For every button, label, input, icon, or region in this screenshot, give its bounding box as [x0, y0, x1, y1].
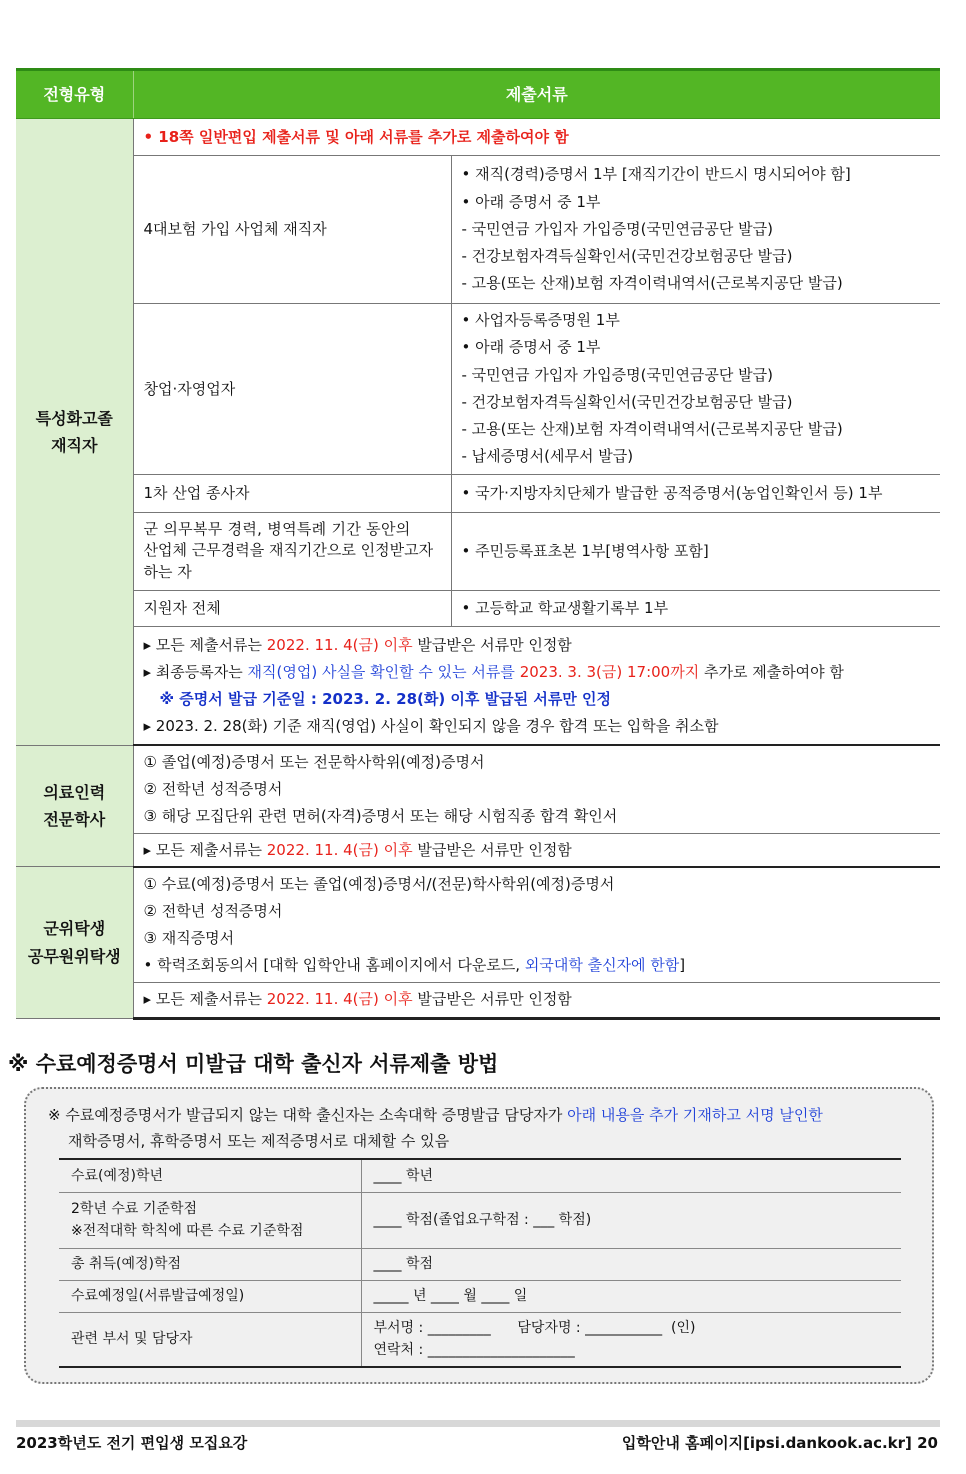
note-line	[144, 632, 931, 659]
note-highlight: 재직(영업) 사실을 확인할 수 있는 서류를	[247, 662, 515, 681]
table-row	[16, 304, 940, 475]
group-name-line: 공무원위탁생	[27, 946, 121, 966]
note-text: ▸ 모든 제출서류는	[143, 635, 267, 654]
documents-cell: • 주민등록표초본 1부[병역사항 포함]	[451, 512, 940, 590]
table-row	[16, 119, 940, 156]
form-label: 수료(예정)학년	[59, 1159, 361, 1192]
document-line: ② 전학년 성적증명서	[143, 780, 283, 799]
note-date: 2023. 3. 3(금) 17:00까지	[519, 662, 700, 681]
group-name-line: 의료인력	[43, 782, 106, 802]
document-line: ③ 해당 모집단위 관련 면허(자격)증명서 또는 해당 시험직종 합격 확인서	[143, 807, 618, 826]
form-row	[59, 1192, 901, 1248]
document-line: • 재직(경력)증명서 1부 [재직기간이 반드시 명시되어야 함]	[461, 165, 851, 184]
note-text: 발급받은 서류만 인정함	[412, 840, 572, 859]
instruction-line: 재학증명서, 휴학증명서 또는 제적증명서로 대체할 수 있음	[68, 1132, 450, 1150]
form-value: ____ 학년	[361, 1159, 901, 1192]
form-table	[59, 1158, 901, 1368]
form-row	[59, 1312, 901, 1367]
note-text: ▸ 모든 제출서류는	[143, 990, 267, 1009]
document-line: - 건강보험자격득실확인서(국민건강보험공단 발급)	[461, 247, 793, 266]
group-name-line: 특성화고졸	[35, 408, 113, 428]
table-row	[16, 626, 940, 745]
group-name-g1	[16, 119, 133, 746]
footer-divider	[16, 1420, 940, 1427]
notes-cell	[133, 982, 940, 1018]
condition-cell: 창업·자영업자	[133, 304, 451, 475]
condition-cell: 4대보험 가입 사업체 재직자	[133, 156, 451, 304]
note-date: 2022. 11. 4(금) 이후	[266, 635, 413, 654]
condition-line: 군 의무복무 경력, 병역특례 기간 동안의	[143, 519, 411, 538]
instruction-text: ※ 수료예정증명서가 발급되지 않는 대학 출신자는 소속대학 증명발급 담당자가	[48, 1106, 568, 1124]
form-value-line: 연락처 : _____________________	[373, 1342, 575, 1359]
documents-cell	[133, 867, 940, 983]
requirements-table	[16, 68, 940, 1020]
note-text: 발급받은 서류만 인정함	[412, 635, 572, 654]
group-name-line: 군위탁생	[43, 919, 106, 939]
footer-title: 2023학년도 전기 편입생 모집요강	[16, 1434, 248, 1452]
group-name-line: 전문학사	[43, 810, 106, 830]
note-text: ▸ 최종등록자는	[143, 662, 248, 681]
document-line: ③ 재직증명서	[143, 928, 235, 947]
form-label-line: ※전적대학 학칙에 따른 수료 기준학점	[71, 1223, 304, 1239]
condition-line: 하는 자	[143, 563, 192, 582]
form-label	[59, 1192, 361, 1248]
instruction-note	[48, 1102, 823, 1154]
table-row	[16, 590, 940, 626]
form-value	[361, 1312, 901, 1367]
table-row	[16, 834, 940, 867]
note-line: ※ 증명서 발급 기준일 : 2023. 2. 28(화) 이후 발급된 서류만 인정	[159, 689, 612, 708]
note-date: 2022. 11. 4(금) 이후	[266, 990, 413, 1009]
document-line: ① 졸업(예정)증명서 또는 전문학사학위(예정)증명서	[143, 753, 485, 772]
note-line: ▸ 2023. 2. 28(화) 기준 재직(영업) 사실이 확인되지 않을 경우 합격 또는 입학을 취소함	[143, 716, 719, 735]
group-name-line: 재직자	[51, 435, 98, 455]
documents-cell: • 국가·지방자치단체가 발급한 공적증명서(농업인확인서 등) 1부	[451, 474, 940, 512]
condition-cell: 지원자 전체	[133, 590, 451, 626]
documents-cell	[451, 156, 940, 304]
instruction-highlight: 아래 내용을 추가 기재하고 서명 날인한	[567, 1106, 823, 1124]
form-label-line: 2학년 수료 기준학점	[71, 1200, 197, 1217]
documents-cell	[133, 745, 940, 834]
form-row	[59, 1280, 901, 1312]
table-header-row	[16, 70, 940, 119]
section-title: ※ 수료예정증명서 미발급 대학 출신자 서류제출 방법	[8, 1052, 499, 1076]
group-name-g3	[16, 867, 133, 1019]
document-text: ]	[679, 955, 686, 974]
form-label: 수료예정일(서류발급예정일)	[59, 1280, 361, 1312]
document-line: - 납세증명서(세무서 발급)	[461, 447, 634, 466]
top-note-cell	[133, 119, 940, 156]
note-date: 2022. 11. 4(금) 이후	[266, 840, 413, 859]
document-line: ① 수료(예정)증명서 또는 졸업(예정)증명서/(전문)학사학위(예정)증명서	[143, 874, 615, 893]
document-line: ② 전학년 성적증명서	[143, 901, 283, 920]
documents-cell: • 고등학교 학교생활기록부 1부	[451, 590, 940, 626]
form-value-line: 부서명 : _________ 담당자명 : ___________ (인)	[373, 1319, 696, 1336]
table-row	[16, 745, 940, 834]
instruction-box	[24, 1087, 934, 1384]
document-line: - 국민연금 가입자 가입증명(국민연금공단 발급)	[461, 365, 774, 384]
form-value: ____ 학점	[361, 1248, 901, 1280]
footer-page-info: 입학안내 홈페이지[ipsi.dankook.ac.kr] 20	[621, 1434, 938, 1452]
header-docs: 제출서류	[133, 70, 940, 119]
document-line: - 고용(또는 산재)보험 자격이력내역서(근로복지공단 발급)	[461, 420, 843, 439]
form-row	[59, 1159, 901, 1192]
form-label: 관련 부서 및 담당자	[59, 1312, 361, 1367]
condition-line: 산업체 근무경력을 재직기간으로 인정받고자	[143, 541, 434, 560]
note-text: ▸ 모든 제출서류는	[143, 840, 267, 859]
document-line: • 사업자등록증명원 1부	[461, 311, 620, 329]
note-line	[144, 659, 931, 686]
table-row	[16, 474, 940, 512]
document-line: • 아래 증명서 중 1부	[461, 338, 601, 357]
header-type: 전형유형	[16, 70, 133, 119]
table-row	[16, 512, 940, 590]
note-text: 발급받은 서류만 인정함	[412, 990, 572, 1009]
document-line	[144, 952, 931, 979]
document-line: - 국민연금 가입자 가입증명(국민연금공단 발급)	[461, 219, 774, 238]
condition-cell	[133, 512, 451, 590]
document-line: - 건강보험자격득실확인서(국민건강보험공단 발급)	[461, 392, 793, 411]
form-value: _____ 년 ____ 월 ____ 일	[361, 1280, 901, 1312]
condition-cell: 1차 산업 종사자	[133, 474, 451, 512]
notes-cell	[133, 626, 940, 745]
form-row	[59, 1248, 901, 1280]
form-label: 총 취득(예정)학점	[59, 1248, 361, 1280]
document-line: • 아래 증명서 중 1부	[461, 192, 601, 211]
notes-cell	[133, 834, 940, 867]
documents-cell	[451, 304, 940, 475]
form-value: ____ 학점(졸업요구학점 : ___ 학점)	[361, 1192, 901, 1248]
instruction-line	[48, 1102, 823, 1128]
document-text: • 학력조회동의서 [대학 입학안내 홈페이지에서 다운로드,	[143, 955, 525, 974]
document-highlight: 외국대학 출신자에 한함	[524, 955, 680, 974]
note-text: 추가로 제출하여야 함	[699, 662, 844, 681]
table-row	[16, 982, 940, 1018]
group-name-g2	[16, 745, 133, 867]
document-line: - 고용(또는 산재)보험 자격이력내역서(근로복지공단 발급)	[461, 274, 843, 293]
table-row	[16, 867, 940, 983]
table-row	[16, 156, 940, 304]
top-note: • 18쪽 일반편입 제출서류 및 아래 서류를 추가로 제출하여야 함	[143, 127, 569, 146]
